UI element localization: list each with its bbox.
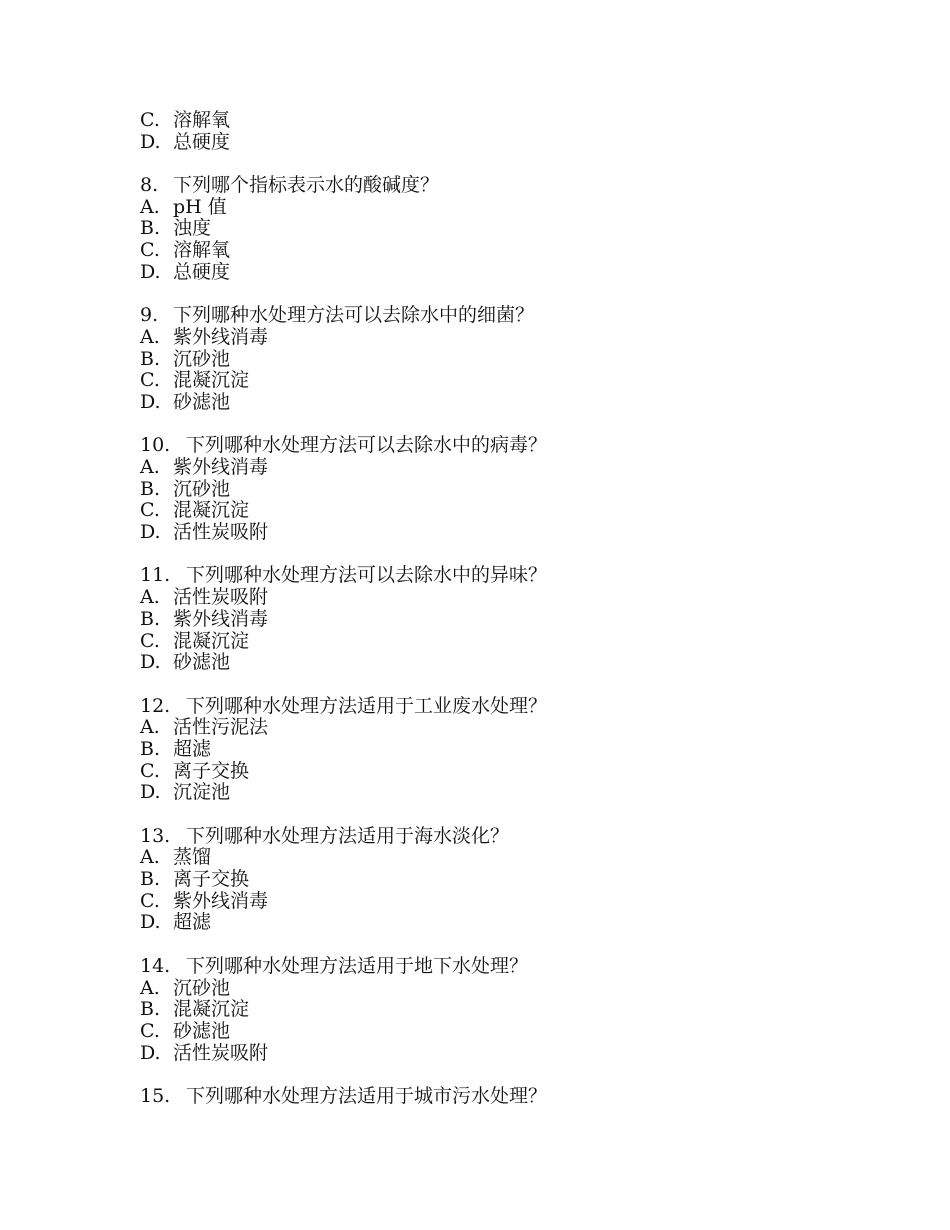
question-text: 下列哪种水处理方法适用于工业废水处理？ [186,694,548,717]
question-line [140,826,840,848]
option-text: 活性炭吸附 [173,521,269,544]
option-text: 沉砂池 [173,477,231,500]
option-letter: C. [140,369,160,392]
answer-option [140,978,840,1000]
option-letter: B. [140,737,161,760]
answer-option [140,999,840,1021]
option-text: 混凝沉淀 [173,499,250,522]
answer-option [140,587,840,609]
option-letter: A. [140,456,160,478]
answer-option [140,522,840,544]
option-text: 砂滤池 [173,651,231,674]
option-letter: D. [140,651,161,674]
answer-option [140,847,840,869]
question-text: 下列哪个指标表示水的酸碱度？ [173,174,440,197]
question-number: 13. [140,824,171,847]
spacer [140,674,840,696]
option-text: 超滤 [173,911,212,934]
question-number: 10. [140,434,171,457]
question-line [140,956,840,978]
option-letter: A. [140,325,160,348]
option-text: 离子交换 [173,759,250,782]
question-text: 下列哪种水处理方法适用于海水淡化？ [186,824,510,847]
question-line [140,696,840,718]
option-letter: B. [140,607,161,630]
answer-option [140,869,840,891]
answer-option [140,912,840,934]
option-text: 超滤 [173,737,212,760]
option-text: 浊度 [173,217,212,240]
option-letter: B. [140,868,161,891]
question-number: 15. [140,1084,171,1107]
option-text: 活性污泥法 [173,716,269,739]
question-number: 11. [140,564,171,587]
option-text: 活性炭吸附 [173,586,269,609]
option-letter: A. [140,195,160,218]
question-text: 下列哪种水处理方法适用于地下水处理？ [186,954,529,977]
option-letter: D. [140,390,161,413]
option-text: 蒸馏 [173,846,212,869]
answer-option [140,197,840,219]
option-text: 总硬度 [173,130,231,153]
answer-option [140,652,840,674]
question-line [140,1086,840,1108]
quiz-document [140,110,840,1108]
option-letter: D. [140,130,161,153]
option-letter: D. [140,260,161,283]
answer-option [140,370,840,392]
question-text: 下列哪种水处理方法可以去除水中的细菌？ [173,304,535,327]
answer-option [140,739,840,761]
answer-option [140,218,840,240]
option-letter: B. [140,998,161,1021]
answer-option [140,110,840,132]
option-text: 紫外线消毒 [173,607,269,630]
answer-option [140,761,840,783]
option-letter: B. [140,477,161,500]
answer-option [140,891,840,913]
option-text: 沉砂池 [173,347,231,370]
option-text: 沉淀池 [173,781,231,804]
spacer [140,804,840,826]
question-number: 8. [140,174,159,197]
question-number: 12. [140,694,171,717]
option-letter: A. [140,586,160,609]
option-text: 砂滤池 [173,390,231,413]
option-letter: B. [140,217,161,240]
option-letter: C. [140,759,160,782]
option-letter: D. [140,521,161,544]
spacer [140,1064,840,1086]
question-text: 下列哪种水处理方法适用于城市污水处理？ [186,1084,548,1107]
option-text: pH 值 [173,195,227,218]
answer-option [140,240,840,262]
spacer [140,153,840,175]
option-text: 紫外线消毒 [173,456,269,478]
option-letter: D. [140,911,161,934]
option-text: 活性炭吸附 [173,1041,269,1064]
question-line [140,305,840,327]
answer-option [140,327,840,349]
spacer [140,414,840,436]
answer-option [140,631,840,653]
answer-option [140,1043,840,1065]
question-number: 9. [140,304,159,327]
option-text: 溶解氧 [173,109,231,131]
answer-option [140,262,840,284]
option-letter: C. [140,889,160,912]
answer-option [140,782,840,804]
option-letter: C. [140,629,160,652]
option-letter: C. [140,239,160,262]
option-letter: C. [140,1019,160,1042]
option-letter: C. [140,109,160,131]
option-text: 混凝沉淀 [173,998,250,1021]
option-text: 离子交换 [173,868,250,891]
spacer [140,284,840,306]
question-text: 下列哪种水处理方法可以去除水中的异味？ [186,564,548,587]
answer-option [140,132,840,154]
question-line [140,175,840,197]
answer-option [140,349,840,371]
answer-option [140,392,840,414]
spacer [140,934,840,956]
option-text: 紫外线消毒 [173,889,269,912]
question-line [140,565,840,587]
option-text: 混凝沉淀 [173,629,250,652]
option-letter: C. [140,499,160,522]
option-letter: A. [140,846,160,869]
option-letter: A. [140,976,160,999]
question-line [140,435,840,457]
option-text: 混凝沉淀 [173,369,250,392]
option-text: 总硬度 [173,260,231,283]
option-text: 沉砂池 [173,976,231,999]
spacer [140,544,840,566]
answer-option [140,479,840,501]
answer-option [140,1021,840,1043]
answer-option [140,500,840,522]
option-letter: B. [140,347,161,370]
answer-option [140,609,840,631]
question-text: 下列哪种水处理方法可以去除水中的病毒？ [186,434,548,457]
option-text: 砂滤池 [173,1019,231,1042]
answer-option [140,457,840,479]
option-text: 紫外线消毒 [173,325,269,348]
question-number: 14. [140,954,171,977]
option-letter: D. [140,1041,161,1064]
option-letter: D. [140,781,161,804]
option-text: 溶解氧 [173,239,231,262]
option-letter: A. [140,716,160,739]
answer-option [140,717,840,739]
